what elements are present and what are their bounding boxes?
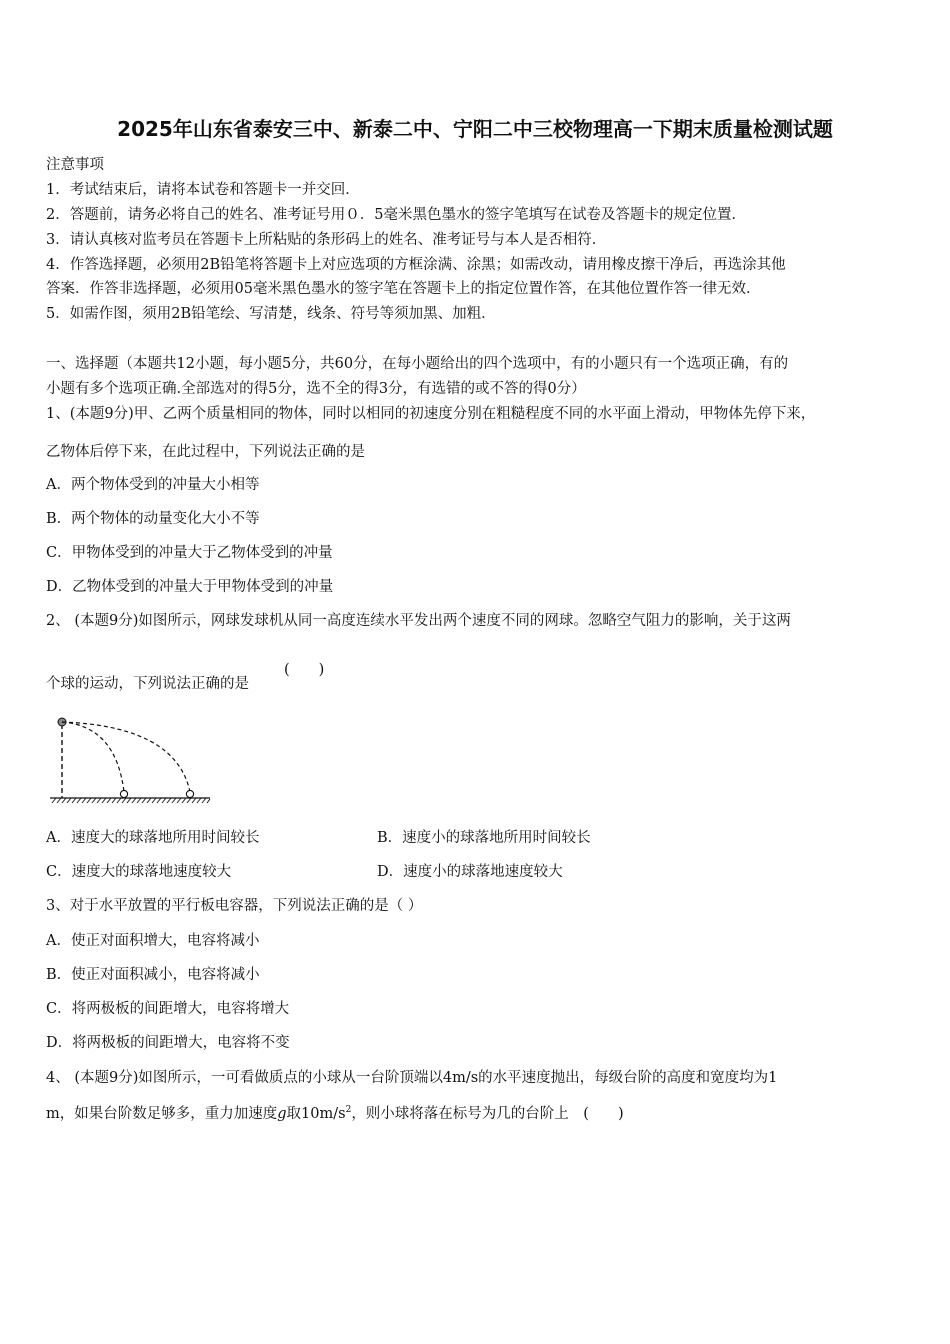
q1-option-b: B．两个物体的动量变化大小不等 <box>46 511 260 527</box>
q4-text-part1: m，如果台阶数足够多，重力加速度 <box>46 1106 278 1122</box>
q1-option-a: A．两个物体受到的冲量大小相等 <box>46 477 260 493</box>
q3-option-a: A．使正对面积增大，电容将减小 <box>46 933 260 949</box>
q3-option-b: B．使正对面积减小，电容将减小 <box>46 967 260 983</box>
section-heading-cont: 小题有多个选项正确.全部选对的得5分，选不全的得3分，有选错的或不答的得0分） <box>46 381 586 397</box>
q4-text-part3: ，则小球将落在标号为几的台阶上 ( ) <box>351 1106 624 1122</box>
notice-item: 2．答题前，请务必将自己的姓名、准考证号用０．5毫米黑色墨水的签字笔填写在试卷及答题卡的规定位置． <box>46 207 746 223</box>
q2-stem-cont: 个球的运动，下列说法正确的是 <box>46 676 249 692</box>
notice-item: 4．作答选择题，必须用2B铅笔将答题卡上对应选项的方框涂满、涂黑；如需改动，请用橡皮擦干净后，再选涂其他 <box>46 257 786 273</box>
q1-stem: 1、(本题9分)甲、乙两个质量相同的物体，同时以相同的初速度分别在粗糙程度不同的水平面上滑动，甲物体先停下来， <box>46 406 816 422</box>
q3-option-c: C．将两极板的间距增大，电容将增大 <box>46 1001 290 1017</box>
notice-item: 3．请认真核对监考员在答题卡上所粘贴的条形码上的姓名、准考证号与本人是否相符． <box>46 232 607 248</box>
notice-item: 1．考试结束后，请将本试卷和答题卡一并交回． <box>46 182 360 198</box>
q4-stem: 4、 (本题9分)如图所示，一可看做质点的小球从一台阶顶端以4m/s的水平速度抛出，每级台阶的高度和宽度均为1 <box>46 1070 778 1086</box>
q1-stem-cont: 乙物体后停下来，在此过程中，下列说法正确的是 <box>46 444 365 460</box>
q2-option-a: A．速度大的球落地所用时间较长 <box>46 830 260 846</box>
q2-option-d: D．速度小的球落地速度较大 <box>377 864 563 880</box>
trajectory-slow <box>62 722 124 792</box>
q2-answer-blank: ( ) <box>284 662 325 678</box>
landed-ball-near <box>120 790 127 797</box>
q4-stem-cont <box>46 1102 624 1123</box>
q3-option-d: D．将两极板的间距增大，电容将不变 <box>46 1035 290 1051</box>
notice-item: 答案．作答非选择题，必须用05毫米黑色墨水的签字笔在答题卡上的指定位置作答，在其他位置作答一律无效． <box>46 281 761 297</box>
notice-heading: 注意事项 <box>46 157 104 173</box>
q1-option-c: C．甲物体受到的冲量大于乙物体受到的冲量 <box>46 545 333 561</box>
landed-ball-far <box>186 790 193 797</box>
q1-option-d: D．乙物体受到的冲量大于甲物体受到的冲量 <box>46 579 334 595</box>
q4-text-part2: 取10m/s <box>286 1106 346 1122</box>
section-heading: 一、选择题（本题共12小题，每小题5分，共60分，在每小题给出的四个选项中，有的小题只有一个选项正确，有的 <box>46 356 789 372</box>
tennis-launcher-figure <box>44 712 214 804</box>
q3-stem: 3、对于水平放置的平行板电容器，下列说法正确的是（ ） <box>46 898 423 914</box>
notice-item: 5．如需作图，须用2B铅笔绘、写清楚，线条、符号等须加黑、加粗． <box>46 306 496 322</box>
q4-exponent: 2 <box>345 1105 352 1116</box>
trajectory-fast <box>62 722 190 792</box>
page-title: 2025年山东省泰安三中、新泰二中、宁阳二中三校物理高一下期末质量检测试题 <box>117 117 833 141</box>
ground <box>50 798 210 803</box>
q4-g-symbol: g <box>277 1106 287 1122</box>
q2-option-b: B．速度小的球落地所用时间较长 <box>377 830 591 846</box>
q2-stem: 2、 (本题9分)如图所示，网球发球机从同一高度连续水平发出两个速度不同的网球。忽略空气阻力的影响，关于这两 <box>46 613 791 629</box>
q2-option-c: C．速度大的球落地速度较大 <box>46 864 232 880</box>
